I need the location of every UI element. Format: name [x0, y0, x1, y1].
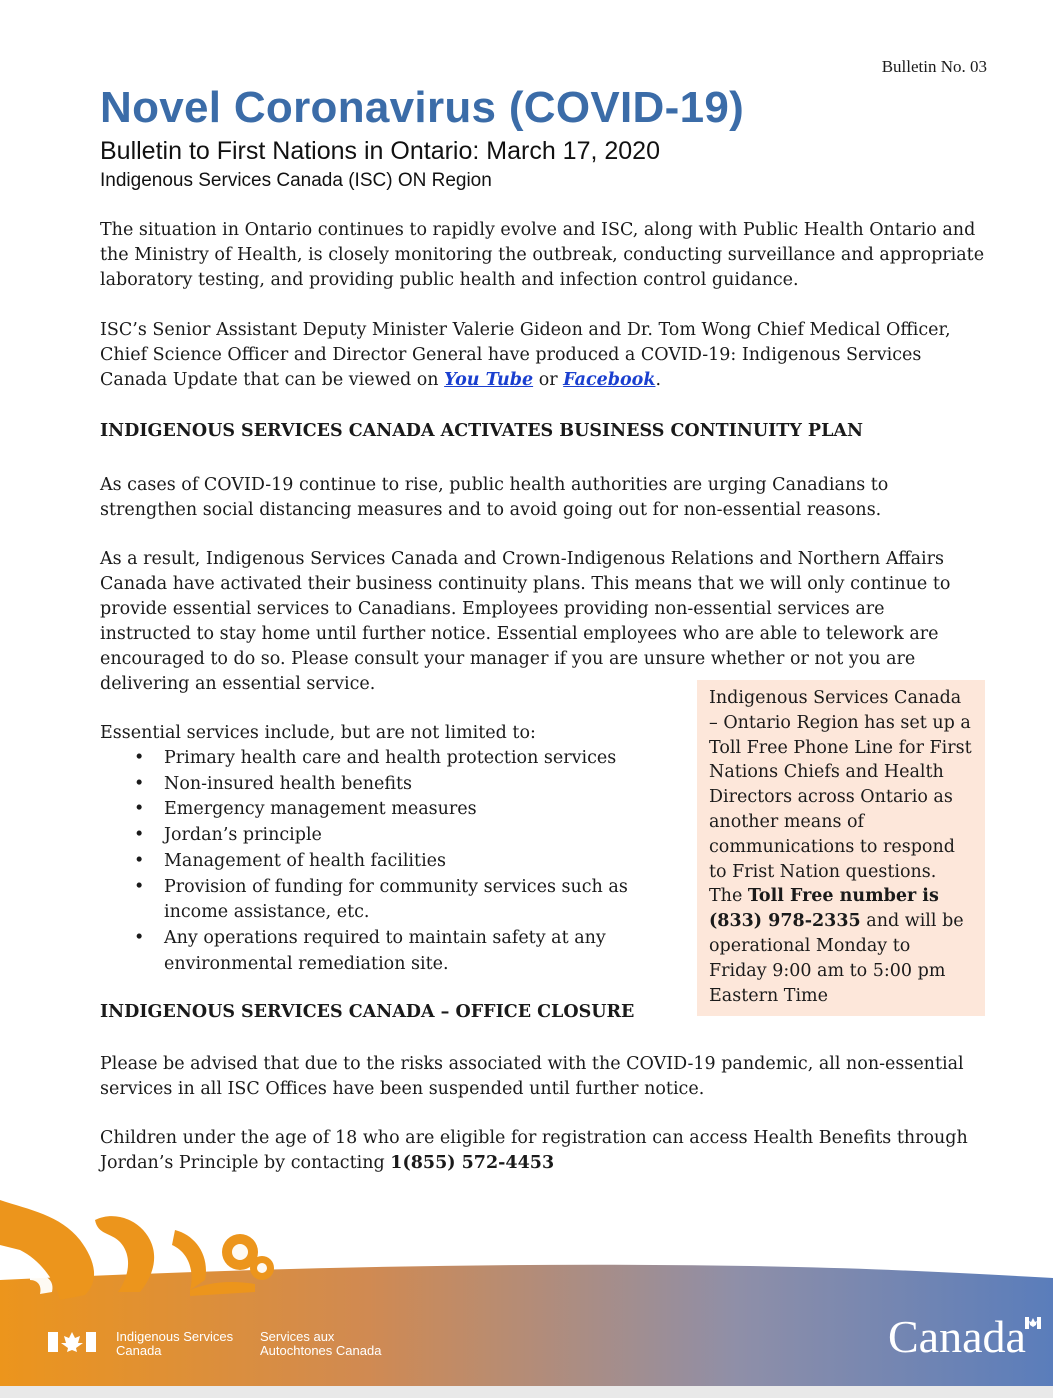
- period-text: .: [655, 370, 662, 390]
- canada-wordmark: Canada: [888, 1311, 1026, 1362]
- list-item: • Provision of funding for community services such as income assistance, etc.: [134, 876, 628, 923]
- page-bottom-edge: [0, 1386, 1053, 1398]
- essential-services-intro: Essential services include, but are not limited to:: [100, 723, 536, 743]
- list-item: • Emergency management measures: [130, 797, 670, 823]
- closure-paragraph-2: [100, 1126, 980, 1176]
- callout-text-after: and will be operational Monday to Friday 9:00 am to 5:00 pm Eastern Time: [709, 911, 964, 1006]
- toll-free-callout: [697, 680, 985, 1016]
- bullet-icon: •: [134, 927, 145, 948]
- list-item: • Management of health facilities: [130, 849, 670, 875]
- intro-paragraph-1: The situation in Ontario continues to rapidly evolve and ISC, along with Public Health Ontario and the Ministry of Health, is closely monitoring the outbreak, conducting surveillance and appropriate laboratory testing, and providing public health and infection control guidance.: [100, 220, 985, 290]
- dept-name-french: Services aux Autochtones Canada: [260, 1329, 382, 1358]
- dept-name-english: Indigenous Services Canada: [116, 1329, 234, 1358]
- bullet-icon: •: [134, 850, 145, 871]
- essential-services-list: [130, 746, 670, 977]
- list-item: • Jordan’s principle: [130, 823, 670, 849]
- intro-paragraph-2: [100, 318, 970, 393]
- facebook-link[interactable]: Facebook: [563, 370, 656, 390]
- bullet-icon: •: [134, 799, 145, 820]
- page-subtitle: Bulletin to First Nations in Ontario: March 17, 2020: [100, 137, 660, 165]
- intro-paragraph-2-text: ISC’s Senior Assistant Deputy Minister Valerie Gideon and Dr. Tom Wong Chief Medical Officer, Chief Science Officer and Director General have produced a COVID-19: Indigenous Services Canada Update that can be viewed on: [100, 320, 951, 390]
- jordans-principle-phone: 1(855) 572-4453: [390, 1153, 555, 1173]
- canada-flag-icon: [48, 1332, 96, 1352]
- bullet-icon: •: [134, 748, 145, 768]
- bullet-icon: •: [134, 825, 145, 846]
- org-line: Indigenous Services Canada (ISC) ON Region: [100, 170, 492, 191]
- callout-text: Indigenous Services Canada – Ontario Region has set up a Toll Free Phone Line for First Nations Chiefs and Health Directors across Ontario as another means of communications to respond to Frist Nation questions. The: [709, 688, 972, 907]
- bulletin-number: Bulletin No. 03: [881, 57, 987, 76]
- toll-free-number: Toll Free number is (833) 978-2335: [709, 886, 939, 932]
- continuity-paragraph-2: As a result, Indigenous Services Canada and Crown-Indigenous Relations and Northern Affairs Canada have activated their business continuity plans. This means that we will only continue to provide essential services to Canadians. Employees providing non-essential services are instructed to stay home until further notice. Essential employees who are able to telework are encouraged to do so. Please consult your manager if you are unsure whether or not you are delivering an essential service.: [100, 549, 951, 694]
- continuity-paragraph-1: As cases of COVID-19 continue to rise, public health authorities are urging Canadians to strengthen social distancing measures and to avoid going out for non-essential reasons.: [100, 475, 889, 520]
- section-heading-continuity: INDIGENOUS SERVICES CANADA ACTIVATES BUSINESS CONTINUITY PLAN: [100, 421, 863, 441]
- closure-paragraph-2-text: Children under the age of 18 who are eligible for registration can access Health Benefits through Jordan’s Principle by contacting: [100, 1128, 968, 1173]
- list-item: • Non-insured health benefits: [130, 772, 670, 798]
- youtube-link[interactable]: You Tube: [444, 370, 534, 390]
- closure-paragraph-1: Please be advised that due to the risks associated with the COVID-19 pandemic, all non-essential services in all ISC Offices have been suspended until further notice.: [100, 1054, 964, 1099]
- list-item: • Any operations required to maintain safety at any environmental remediation site.: [134, 927, 606, 974]
- bullet-icon: •: [134, 876, 145, 897]
- or-text: or: [538, 370, 558, 390]
- section-heading-office-closure: INDIGENOUS SERVICES CANADA – OFFICE CLOSURE: [100, 1002, 635, 1022]
- list-item: • Primary health care and health protection services: [130, 746, 670, 772]
- bullet-icon: •: [134, 773, 145, 794]
- page-title: Novel Coronavirus (COVID-19): [100, 83, 745, 132]
